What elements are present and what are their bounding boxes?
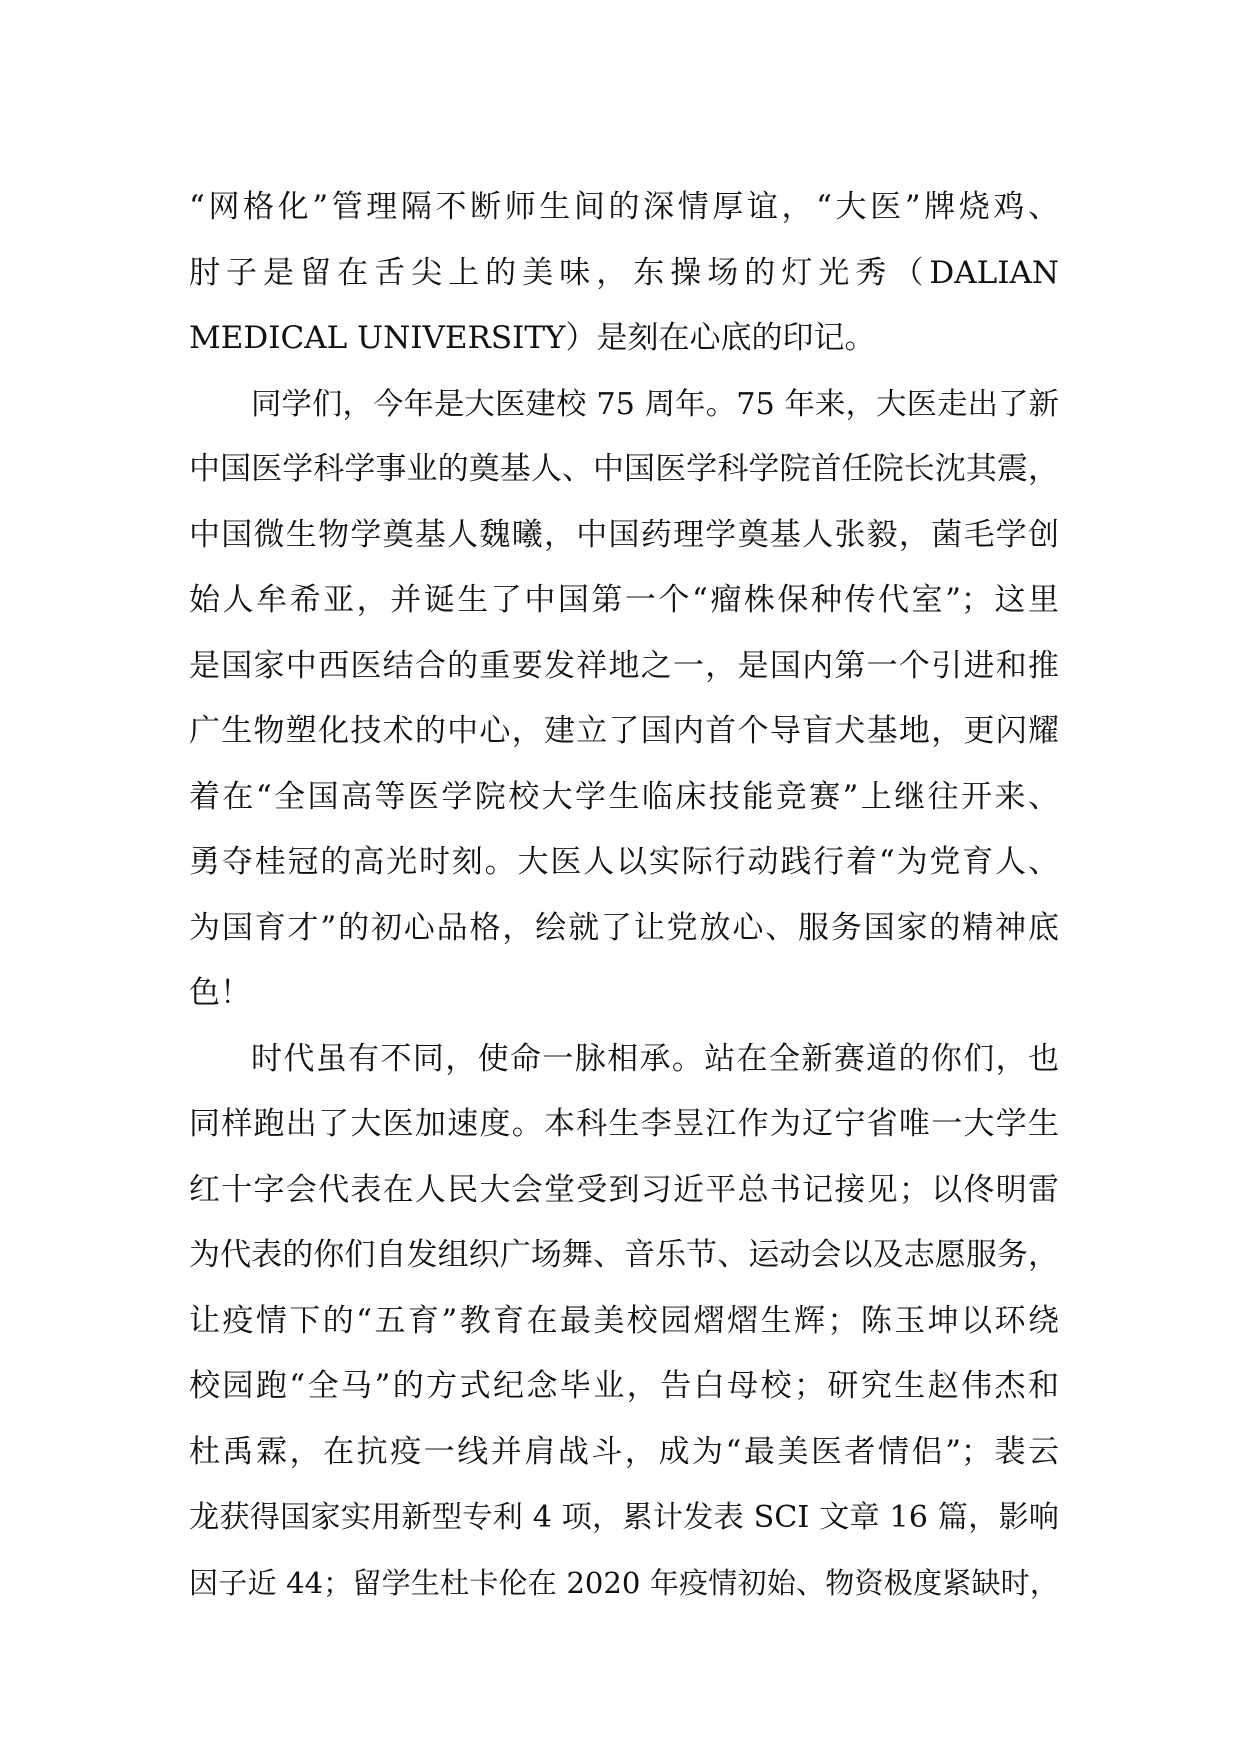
text-line: 广生物塑化技术的中心，建立了国内首个导盲犬基地，更闪耀 [189,713,1059,749]
text-line: 着在“全国高等医学院校大学生临床技能竞赛”上继往开来、 [189,778,1059,815]
text-line: 同样跑出了大医加速度。本科生李昱江作为辽宁省唯一大学生 [189,1106,1059,1142]
text-line: 时代虽有不同，使命一脉相承。站在全新赛道的你们，也 [251,1040,1059,1077]
text-line: MEDICAL UNIVERSITY）是刻在心底的印记。 [189,320,876,356]
text-line: 为国育才”的初心品格，绘就了让党放心、服务国家的精神底 [189,909,1059,946]
text-line: 因子近 44；留学生杜卡伦在 2020 年疫情初始、物资极度紧缺时， [189,1565,1059,1600]
text-line: 中国微生物学奠基人魏曦，中国药理学奠基人张毅，菌毛学创 [189,516,1059,553]
text-line: 肘子是留在舌尖上的美味，东操场的灯光秀（DALIAN [189,254,1059,291]
text-line: 始人牟希亚，并诞生了中国第一个“瘤株保种传代室”；这里 [189,582,1059,618]
text-line: 色！ [189,975,251,1011]
text-line: 为代表的你们自发组织广场舞、音乐节、运动会以及志愿服务， [189,1237,1059,1273]
text-line: 同学们，今年是大医建校 75 周年。75 年来，大医走出了新 [251,386,1059,422]
text-line: 龙获得国家实用新型专利 4 项，累计发表 SCI 文章 16 篇，影响 [189,1500,1059,1535]
text-line: 让疫情下的“五育”教育在最美校园熠熠生辉；陈玉坤以环绕 [189,1302,1059,1339]
text-line: “网格化”管理隔不断师生间的深情厚谊，“大医”牌烧鸡、 [189,189,1059,225]
text-line: 校园跑“全马”的方式纪念毕业，告白母校；研究生赵伟杰和 [189,1368,1059,1404]
text-line: 是国家中西医结合的重要发祥地之一，是国内第一个引进和推 [189,647,1059,684]
text-line: 杜禹霖，在抗疫一线并肩战斗，成为“最美医者情侣”；裴云 [189,1433,1059,1470]
body-text [189,175,1059,1616]
text-line: 勇夺桂冠的高光时刻。大医人以实际行动践行着“为党育人、 [189,844,1059,880]
text-line: 中国医学科学事业的奠基人、中国医学科学院首任院长沈其震， [189,451,1059,487]
text-line: 红十字会代表在人民大会堂受到习近平总书记接见；以佟明雷 [189,1171,1059,1208]
